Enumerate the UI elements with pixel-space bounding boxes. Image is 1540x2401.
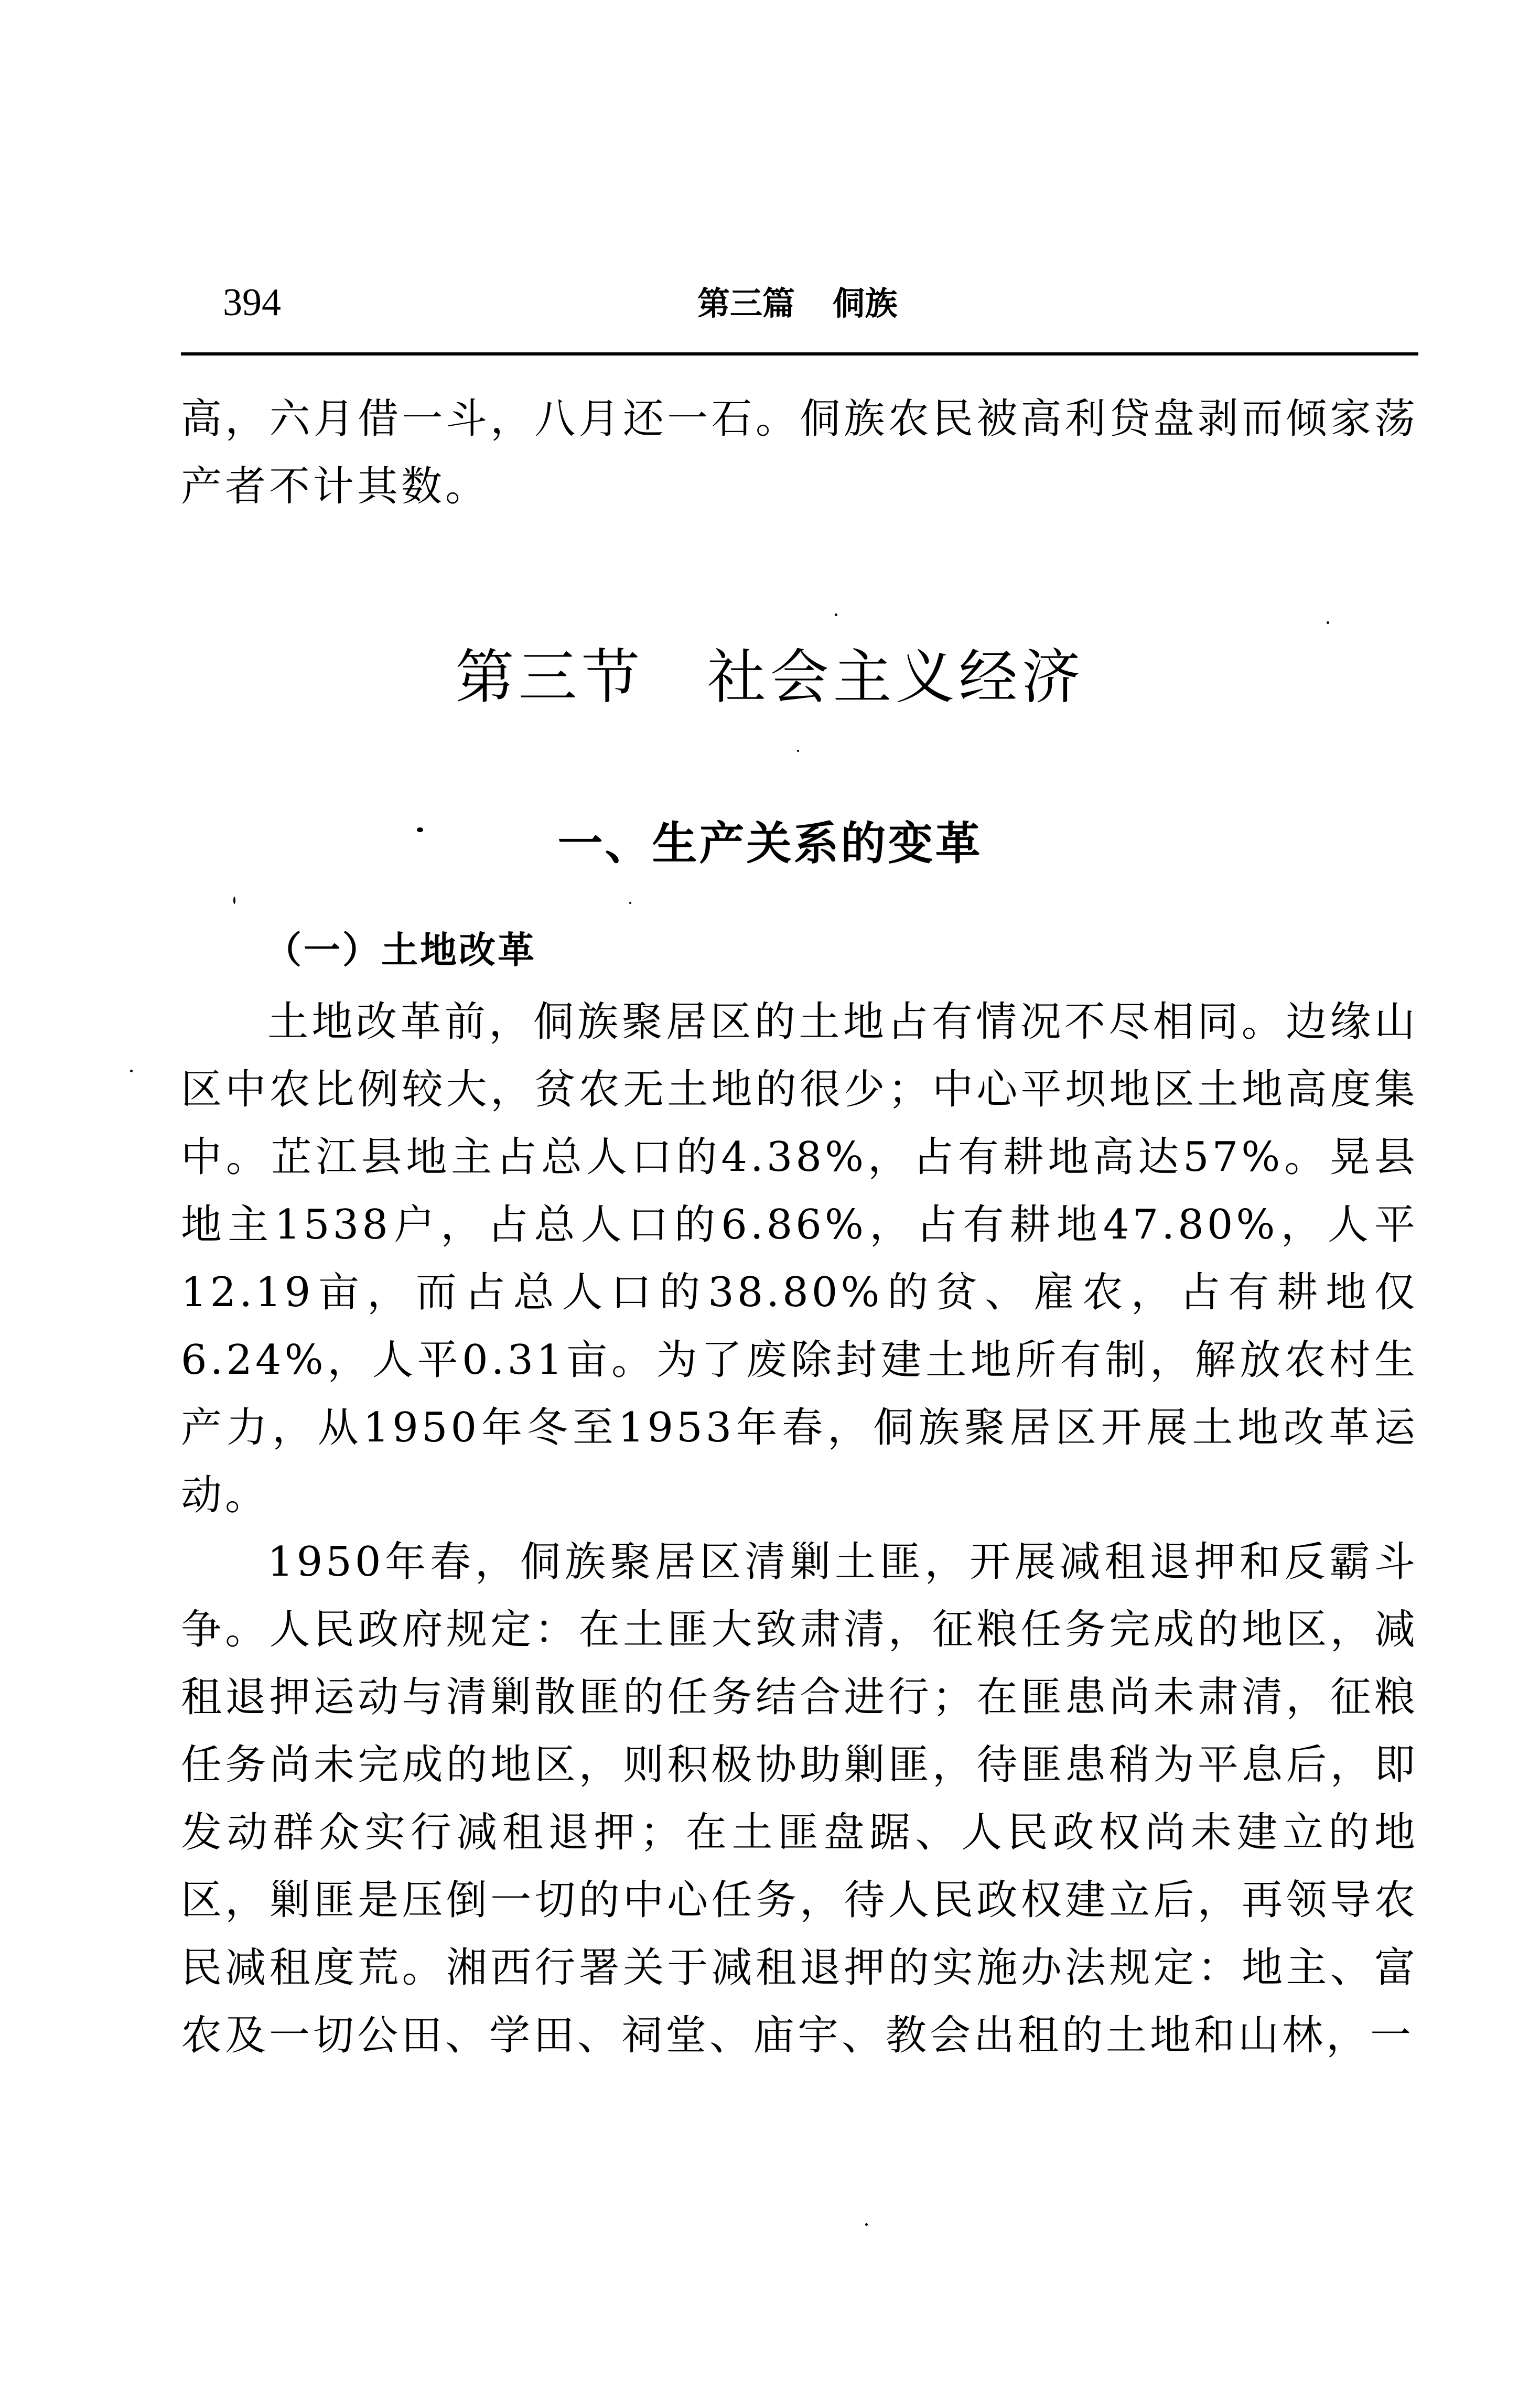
scan-speck xyxy=(797,750,799,752)
header-rule xyxy=(181,352,1418,356)
scan-speck xyxy=(865,2223,868,2226)
body-paragraph-2: 1950年春，侗族聚居区清剿土匪，开展减租退押和反霸斗争。人民政府规定：在土匪大致肃清，征粮任务完成的地区，减租退押运动与清剿散匪的任务结合进行；在匪患尚未肃清，征粮任务尚未完成的地区，则积极协助剿匪，待匪患稍为平息后，即发动群众实行减租退押；在土匪盘踞、人民政权尚未建立的地区，剿匪是压倒一切的中心任务，待人民政权建立后，再领导农民减租度荒。湘西行署关于减租退押的实施办法规定：地主、富农及一切公田、学田、祠堂、庙宇、教会出租的土地和山林，一 xyxy=(181,1538,1418,2059)
scan-speck xyxy=(835,613,837,616)
scan-speck xyxy=(629,902,631,904)
scan-speck xyxy=(417,827,423,832)
scan-speck xyxy=(130,1070,133,1072)
scan-speck xyxy=(233,897,235,904)
scan-speck xyxy=(1327,621,1329,624)
subsection-title: 一、生产关系的变革 xyxy=(557,817,983,870)
land-reform-heading: （一）土地改革 xyxy=(265,929,536,972)
running-head: 第三篇 侗族 xyxy=(697,284,898,322)
page-number: 394 xyxy=(223,281,281,324)
intro-paragraph: 高，六月借一斗，八月还一石。侗族农民被高利贷盘剥而倾家荡产者不计其数。 xyxy=(181,395,1418,510)
body-paragraph-1: 土地改革前，侗族聚居区的土地占有情况不尽相同。边缘山区中农比例较大，贫农无土地的很少；中心平坝地区土地高度集中。芷江县地主占总人口的4.38%，占有耕地高达57%。晃县地主1538户，占总人口的6.86%，占有耕地47.80%，人平12.19亩，而占总人口的38.80%的贫、雇农，占有耕地仅6.24%，人平0.31亩。为了废除封建土地所有制，解放农村生产力，从1950年冬至1953年春，侗族聚居区开展土地改革运动。 xyxy=(181,998,1418,1519)
section-title: 第三节 社会主义经济 xyxy=(455,643,1085,712)
